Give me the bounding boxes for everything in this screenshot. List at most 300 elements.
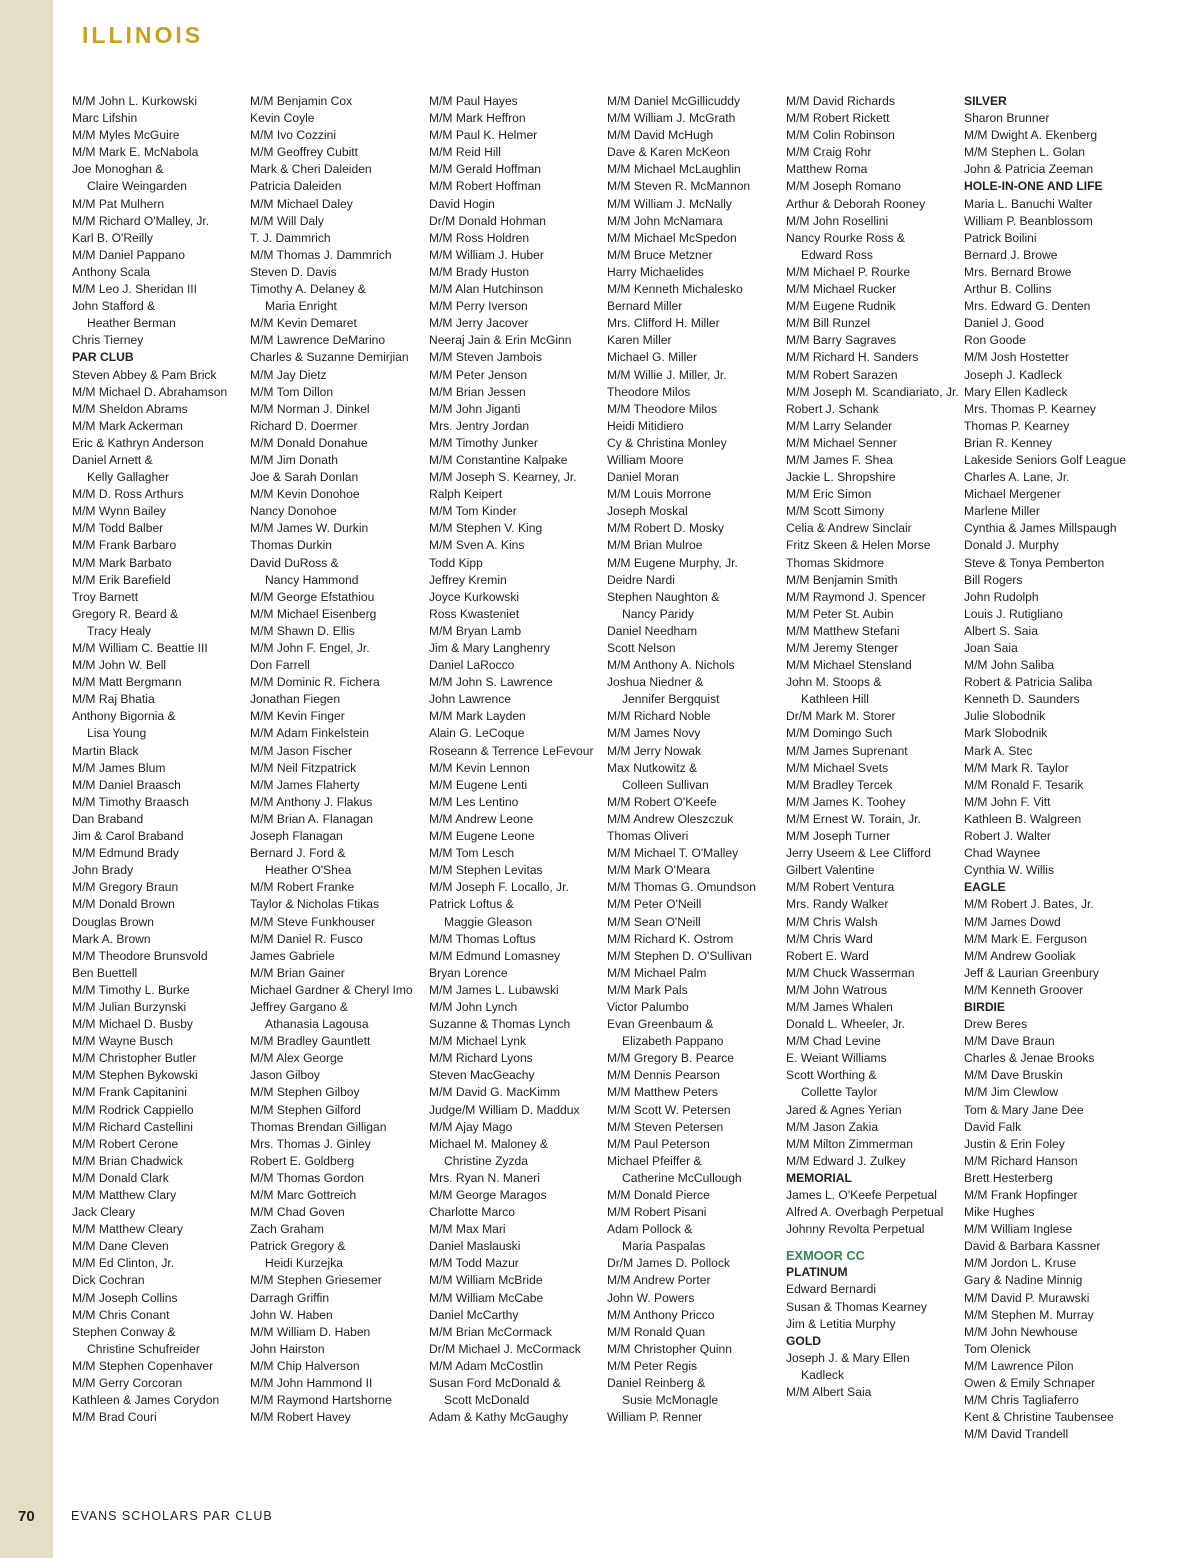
donor-name: Donald L. Wheeler, Jr. <box>786 1017 905 1032</box>
donor-name: M/M Christopher Butler <box>72 1051 197 1066</box>
donor-name: M/M Neil Fitzpatrick <box>250 760 357 775</box>
donor-name: Ralph Keipert <box>429 487 503 502</box>
donor-name: Robert E. Goldberg <box>250 1153 355 1168</box>
donor-name: M/M Michael Palm <box>607 965 707 980</box>
donor-name: M/M Michael Daley <box>250 196 353 211</box>
donor-name-continuation: Maria Enright <box>265 299 337 314</box>
donor-name: Mike Hughes <box>964 1205 1035 1220</box>
donor-name: M/M Max Mari <box>429 1222 506 1237</box>
donor-name: M/M Colin Robinson <box>786 128 895 143</box>
section-heading: GOLD <box>786 1333 821 1348</box>
donor-name: M/M Jason Fischer <box>250 743 353 758</box>
donor-name: M/M Albert Saia <box>786 1385 872 1400</box>
donor-name: M/M Daniel Pappano <box>72 247 185 262</box>
donor-name: Bernard J. Ford & <box>250 846 346 861</box>
donor-name: M/M Richard H. Sanders <box>786 350 919 365</box>
donor-name: M/M Barry Sagraves <box>786 333 897 348</box>
donor-name: Roseann & Terrence LeFevour <box>429 743 594 758</box>
donor-name: M/M David McHugh <box>607 128 714 143</box>
donor-name: Judge/M William D. Maddux <box>429 1102 580 1117</box>
donor-name: M/M Jerry Nowak <box>607 743 702 758</box>
donor-name: M/M Chris Tagliaferro <box>964 1393 1079 1408</box>
donor-name: Cynthia & James Millspaugh <box>964 521 1117 536</box>
donor-name: M/M John Newhouse <box>964 1324 1078 1339</box>
donor-name-continuation: Heather O'Shea <box>265 863 352 878</box>
donor-name: M/M James Whalen <box>786 999 893 1014</box>
donor-name: Brett Hesterberg <box>964 1170 1053 1185</box>
donor-name: Kenneth D. Saunders <box>964 692 1080 707</box>
donor-name: Joyce Kurkowski <box>429 589 520 604</box>
donor-name-continuation: Christine Schufreider <box>87 1341 200 1356</box>
donor-name: M/M Daniel R. Fusco <box>250 931 363 946</box>
donor-name: M/M Lawrence Pilon <box>964 1358 1074 1373</box>
donor-name: David Hogin <box>429 196 495 211</box>
page-title: ILLINOIS <box>82 22 204 48</box>
donor-name: M/M Marc Gottreich <box>250 1188 357 1202</box>
donor-name: M/M Kevin Donohoe <box>250 487 360 502</box>
donor-name: M/M Michael D. Busby <box>72 1017 193 1032</box>
donor-name: John & Patricia Zeeman <box>964 162 1094 177</box>
donor-name: Thomas Oliveri <box>607 829 689 844</box>
donor-name: M/M Milton Zimmerman <box>786 1136 913 1151</box>
donor-name: Gary & Nadine Minnig <box>964 1273 1083 1288</box>
donor-name: Cy & Christina Monley <box>607 435 727 450</box>
donor-name: James Gabriele <box>250 948 335 963</box>
donor-name: M/M Gerry Corcoran <box>72 1376 183 1391</box>
donor-name: M/M Ed Clinton, Jr. <box>72 1256 175 1271</box>
donor-name: Patricia Daleiden <box>250 179 342 194</box>
donor-name: Daniel J. Good <box>964 316 1044 331</box>
donor-name-continuation: Heather Berman <box>87 316 176 331</box>
donor-name: M/M Donald Brown <box>72 897 175 912</box>
donor-name: M/M Bryan Lamb <box>429 623 522 638</box>
donor-name: Heidi Mitidiero <box>607 418 684 433</box>
donor-name-continuation: Scott McDonald <box>444 1393 530 1408</box>
donor-name: M/M John F. Vitt <box>964 794 1051 809</box>
donor-name: M/M Jim Clewlow <box>964 1085 1059 1100</box>
donor-name: M/M Jordon L. Kruse <box>964 1256 1077 1271</box>
donor-name: Dave & Karen McKeon <box>607 145 731 160</box>
donor-name: M/M Tom Lesch <box>429 846 515 861</box>
donor-name: M/M Scott Simony <box>786 504 885 519</box>
donor-name: M/M Richard K. Ostrom <box>607 931 734 946</box>
donor-name: M/M Anthony J. Flakus <box>250 794 373 809</box>
donor-name: Michael Mergener <box>964 487 1061 502</box>
donor-name: M/M Todd Balber <box>72 521 164 536</box>
donor-name: Daniel Maslauski <box>429 1239 521 1254</box>
donor-name: M/M William C. Beattie III <box>72 641 208 655</box>
donor-name: M/M Timothy L. Burke <box>72 982 190 997</box>
donor-name: Todd Kipp <box>429 555 483 570</box>
donor-name: M/M Thomas G. Omundson <box>607 880 756 895</box>
donor-name: M/M William Inglese <box>964 1222 1073 1237</box>
donor-name: M/M Rodrick Cappiello <box>72 1102 194 1117</box>
donor-name: M/M Domingo Such <box>786 726 893 741</box>
donor-name: Thomas Durkin <box>250 538 332 553</box>
donor-name: M/M Daniel Braasch <box>72 777 181 792</box>
donor-name: Steve & Tonya Pemberton <box>964 555 1105 570</box>
donor-name: M/M Myles McGuire <box>72 128 180 143</box>
donor-name: M/M Frank Hopfinger <box>964 1188 1078 1202</box>
donor-name: M/M Robert D. Mosky <box>607 521 724 536</box>
donor-name: Jeff & Laurian Greenbury <box>964 965 1099 980</box>
donor-name: M/M Michael Senner <box>786 435 897 450</box>
donor-name: M/M Mark Pals <box>607 982 688 997</box>
donor-name: Joseph J. Kadleck <box>964 367 1063 382</box>
donor-name: M/M Jeremy Stenger <box>786 641 899 655</box>
donor-name-continuation: Athanasia Lagousa <box>265 1017 369 1032</box>
donor-name: Victor Palumbo <box>607 999 689 1014</box>
donor-name: John W. Powers <box>607 1290 695 1305</box>
donor-name: M/M Wayne Busch <box>72 1034 174 1049</box>
donor-name: M/M Richard Lyons <box>429 1051 533 1066</box>
donor-name: M/M Chris Ward <box>786 931 873 946</box>
donor-name: Mrs. Ryan N. Maneri <box>429 1170 540 1185</box>
page-number: 70 <box>18 1508 35 1525</box>
donor-name: M/M John W. Bell <box>72 658 167 673</box>
donor-name: Sharon Brunner <box>964 111 1050 126</box>
donor-name: M/M Robert Franke <box>250 880 355 895</box>
donor-name: M/M Brian Jessen <box>429 384 526 399</box>
donor-name: Don Farrell <box>250 658 310 673</box>
donor-name: Adam Pollock & <box>607 1222 693 1237</box>
donor-name: Jeffrey Gargano & <box>250 999 348 1014</box>
donor-name: Michael Pfeiffer & <box>607 1153 702 1168</box>
donor-name: Bryan Lorence <box>429 965 508 980</box>
donor-name: Ross Kwasteniet <box>429 606 520 621</box>
donor-name: M/M Joseph Turner <box>786 829 891 844</box>
donor-name: John Rudolph <box>964 589 1039 604</box>
section-heading: PAR CLUB <box>72 350 134 365</box>
donor-name: M/M David Richards <box>786 94 895 108</box>
donor-name: M/M James Flaherty <box>250 777 360 792</box>
donor-name: M/M Michael Svets <box>786 760 889 775</box>
donor-name: John W. Haben <box>250 1307 333 1322</box>
donor-name: M/M John Hammond II <box>250 1376 373 1391</box>
donor-name: Jeffrey Kremin <box>429 572 507 587</box>
donor-name: Dick Cochran <box>72 1273 145 1288</box>
donor-name: Steven D. Davis <box>250 264 337 279</box>
section-heading: MEMORIAL <box>786 1170 852 1185</box>
donor-name: M/M Jerry Jacover <box>429 316 529 331</box>
donor-name: David DuRoss & <box>250 555 339 570</box>
donor-name: M/M Jim Donath <box>250 452 339 467</box>
donor-name: M/M Mark O'Meara <box>607 863 711 878</box>
donor-name: M/M Frank Barbaro <box>72 538 177 553</box>
donor-name: M/M Joseph F. Locallo, Jr. <box>429 880 569 895</box>
donor-name: Charles & Jenae Brooks <box>964 1051 1095 1066</box>
donor-name: M/M Scott W. Petersen <box>607 1102 731 1117</box>
section-heading: PLATINUM <box>786 1265 848 1280</box>
donor-name: M/M Michael Lynk <box>429 1034 526 1049</box>
donor-name: M/M Kevin Demaret <box>250 316 357 331</box>
donor-name: Owen & Emily Schnaper <box>964 1376 1096 1391</box>
donor-name: M/M Brian A. Flanagan <box>250 811 374 826</box>
donor-name: M/M Reid Hill <box>429 145 501 160</box>
donor-name: Albert S. Saia <box>964 623 1038 638</box>
donor-name: Thomas P. Kearney <box>964 418 1070 433</box>
donor-name: Neeraj Jain & Erin McGinn <box>429 333 572 348</box>
donor-name: M/M Larry Selander <box>786 418 893 433</box>
donor-name: M/M Matthew Clary <box>72 1188 177 1202</box>
donor-name: M/M Tom Dillon <box>250 384 334 399</box>
donor-name: M/M Thomas Loftus <box>429 931 536 946</box>
donor-name: M/M Donald Donahue <box>250 435 368 450</box>
donor-name: M/M Ernest W. Torain, Jr. <box>786 811 921 826</box>
section-heading: EAGLE <box>964 880 1006 895</box>
donor-name: Daniel Reinberg & <box>607 1376 706 1391</box>
donor-name: M/M Eric Simon <box>786 487 872 502</box>
donor-name: Patrick Loftus & <box>429 897 514 912</box>
donor-name: Robert E. Ward <box>786 948 869 963</box>
donor-name: M/M Ross Holdren <box>429 230 530 245</box>
donor-name: Mark Slobodnik <box>964 726 1048 741</box>
donor-name: M/M Chris Walsh <box>786 914 878 929</box>
donor-name: Matthew Roma <box>786 162 868 177</box>
donor-name: M/M Michael Eisenberg <box>250 606 377 621</box>
donor-name: M/M William D. Haben <box>250 1324 371 1339</box>
donor-name: M/M Mark E. Ferguson <box>964 931 1087 946</box>
donor-name-continuation: Jennifer Bergquist <box>622 692 720 707</box>
donor-name: M/M Andrew Porter <box>607 1273 711 1288</box>
donor-name: Mrs. Thomas P. Kearney <box>964 401 1096 416</box>
donor-name: M/M Anthony A. Nichols <box>607 658 735 673</box>
donor-name: Mrs. Thomas J. Ginley <box>250 1136 371 1151</box>
donor-name: M/M Richard Noble <box>607 709 711 724</box>
donor-name: M/M David Trandell <box>964 1427 1069 1442</box>
donor-name: William P. Beanblossom <box>964 213 1093 228</box>
donor-name: M/M Michael Rucker <box>786 282 897 297</box>
donor-name: M/M James F. Shea <box>786 452 893 467</box>
donor-name: Tom Olenick <box>964 1341 1031 1356</box>
donor-name: Alain G. LeCoque <box>429 726 525 741</box>
donor-name: Robert J. Schank <box>786 401 879 416</box>
donor-name: M/M John Watrous <box>786 982 888 997</box>
donor-name: M/M James Blum <box>72 760 166 775</box>
donor-name: Tom & Mary Jane Dee <box>964 1102 1084 1117</box>
donor-name: M/M Todd Mazur <box>429 1256 519 1271</box>
donor-name: M/M Peter Regis <box>607 1358 698 1373</box>
donor-name: M/M Frank Capitanini <box>72 1085 187 1100</box>
donor-name: M/M Mark Layden <box>429 709 526 724</box>
donor-name: M/M Daniel McGillicuddy <box>607 94 741 108</box>
donor-column-2 <box>250 93 426 1426</box>
donor-name: Johnny Revolta Perpetual <box>786 1222 925 1237</box>
donor-name: Nancy Rourke Ross & <box>786 230 905 245</box>
donor-name: M/M Sean O'Neill <box>607 914 701 929</box>
donor-name: M/M Josh Hostetter <box>964 350 1069 365</box>
donor-name: M/M Willie J. Miller, Jr. <box>607 367 727 382</box>
donor-name: M/M Joseph Romano <box>786 179 901 194</box>
donor-name: M/M Tom Kinder <box>429 504 517 519</box>
donor-name: Arthur & Deborah Rooney <box>786 196 926 211</box>
donor-name: Mrs. Jentry Jordan <box>429 418 530 433</box>
donor-name: M/M Sheldon Abrams <box>72 401 188 416</box>
donor-name: Donald J. Murphy <box>964 538 1059 553</box>
donor-name: M/M Anthony Pricco <box>607 1307 715 1322</box>
donor-name: Dr/M Mark M. Storer <box>786 709 896 724</box>
donor-name: William Moore <box>607 452 684 467</box>
donor-name: M/M Erik Barefield <box>72 572 171 587</box>
donor-name: Edward Bernardi <box>786 1282 877 1297</box>
donor-name: M/M Mark E. McNabola <box>72 145 199 160</box>
donor-name: Suzanne & Thomas Lynch <box>429 1017 571 1032</box>
donor-name: M/M James W. Durkin <box>250 521 369 536</box>
donor-name: M/M Andrew Oleszczuk <box>607 811 734 826</box>
donor-name: M/M Robert J. Bates, Jr. <box>964 897 1094 912</box>
donor-name: Scott Worthing & <box>786 1068 877 1083</box>
donor-name: M/M Edward J. Zulkey <box>786 1153 906 1168</box>
donor-name: Michael G. Miller <box>607 350 698 365</box>
donor-name: M/M Michael McSpedon <box>607 230 737 245</box>
donor-name: M/M Alan Hutchinson <box>429 282 544 297</box>
donor-name: M/M Robert Havey <box>250 1410 351 1425</box>
donor-name: Daniel Arnett & <box>72 452 153 467</box>
donor-name: M/M Richard Castellini <box>72 1119 193 1134</box>
donor-name: Jim & Mary Langhenry <box>429 641 550 655</box>
donor-name: Brian R. Kenney <box>964 435 1053 450</box>
donor-name: M/M Brian Mulroe <box>607 538 703 553</box>
donor-name: Jackie L. Shropshire <box>786 470 896 485</box>
donor-name: William P. Renner <box>607 1410 703 1425</box>
donor-name: M/M Leo J. Sheridan III <box>72 282 198 297</box>
donor-name: Daniel McCarthy <box>429 1307 519 1322</box>
donor-column-5 <box>786 93 962 1401</box>
donor-name: M/M Matthew Cleary <box>72 1222 183 1237</box>
donor-name: M/M Stephen Gilboy <box>250 1085 360 1100</box>
donor-name: M/M Wynn Bailey <box>72 504 166 519</box>
donor-name: Dan Braband <box>72 811 144 826</box>
donor-name: M/M John F. Engel, Jr. <box>250 641 370 655</box>
donor-name: M/M Constantine Kalpake <box>429 452 568 467</box>
donor-name: Susan Ford McDonald & <box>429 1376 561 1391</box>
donor-name: M/M John Rosellini <box>786 213 889 228</box>
donor-name: M/M Steven Jambois <box>429 350 542 365</box>
donor-name: M/M Jason Zakia <box>786 1119 879 1134</box>
donor-name: Jim & Carol Braband <box>72 829 184 844</box>
donor-name: M/M Brian Gainer <box>250 965 345 980</box>
donor-name: M/M William McCabe <box>429 1290 544 1305</box>
donor-name: M/M David P. Murawski <box>964 1290 1090 1305</box>
donor-name-continuation: Collette Taylor <box>801 1085 878 1100</box>
donor-name: M/M Les Lentino <box>429 794 519 809</box>
donor-name: M/M Sven A. Kins <box>429 538 525 553</box>
donor-name: Zach Graham <box>250 1222 324 1237</box>
donor-name: Theodore Milos <box>607 384 691 399</box>
donor-name: M/M Steven Petersen <box>607 1119 724 1134</box>
donor-name: M/M Peter O'Neill <box>607 897 702 912</box>
donor-name: Joe Monoghan & <box>72 162 164 177</box>
donor-name: Mrs. Bernard Browe <box>964 264 1072 279</box>
donor-name: M/M Richard Hanson <box>964 1153 1078 1168</box>
donor-name: Cynthia W. Willis <box>964 863 1055 878</box>
donor-name: Karen Miller <box>607 333 672 348</box>
donor-name: Nancy Donohoe <box>250 504 337 519</box>
donor-name: M/M Robert Pisani <box>607 1205 707 1220</box>
donor-name: M/M John S. Lawrence <box>429 675 553 690</box>
donor-name: M/M William J. Huber <box>429 247 544 262</box>
donor-name: Deidre Nardi <box>607 572 675 587</box>
donor-name: Anthony Scala <box>72 264 150 279</box>
donor-name: Mark A. Stec <box>964 743 1033 758</box>
donor-name: Thomas Brendan Gilligan <box>250 1119 387 1134</box>
donor-name-continuation: Kelly Gallagher <box>87 470 170 485</box>
donor-name: M/M Chad Goven <box>250 1205 345 1220</box>
donor-name: Joseph Moskal <box>607 504 688 519</box>
donor-name: Gregory R. Beard & <box>72 606 179 621</box>
donor-name: M/M Mark Ackerman <box>72 418 183 433</box>
donor-name: Steven Abbey & Pam Brick <box>72 367 217 382</box>
donor-name-continuation: Christine Zyzda <box>444 1153 529 1168</box>
donor-name-continuation: Colleen Sullivan <box>622 777 709 792</box>
donor-name: M/M Christopher Quinn <box>607 1341 733 1356</box>
donor-name-continuation: Nancy Paridy <box>622 606 694 621</box>
donor-name: M/M Stephen Bykowski <box>72 1068 198 1083</box>
donor-name: Timothy A. Delaney & <box>250 282 366 297</box>
donor-name: M/M John McNamara <box>607 213 723 228</box>
donor-name: M/M Joseph M. Scandiariato, Jr. <box>786 384 959 399</box>
donor-name: M/M Mark R. Taylor <box>964 760 1069 775</box>
donor-name: M/M Brady Huston <box>429 264 530 279</box>
donor-name: Kevin Coyle <box>250 111 315 126</box>
donor-name: M/M Mark Heffron <box>429 111 526 126</box>
donor-name: M/M Theodore Milos <box>607 401 718 416</box>
donor-name: Jason Gilboy <box>250 1068 320 1083</box>
donor-name: Jim & Letitia Murphy <box>786 1316 896 1331</box>
donor-name: Jack Cleary <box>72 1205 136 1220</box>
donor-name: M/M Donald Pierce <box>607 1188 710 1202</box>
donor-name: M/M Andrew Leone <box>429 811 534 826</box>
donor-name: David & Barbara Kassner <box>964 1239 1101 1254</box>
donor-name: Adam & Kathy McGaughy <box>429 1410 569 1425</box>
donor-name: M/M Robert Hoffman <box>429 179 542 194</box>
donor-name: M/M Bradley Gauntlett <box>250 1034 371 1049</box>
donor-name: M/M Eugene Lenti <box>429 777 528 792</box>
donor-name: M/M Matthew Peters <box>607 1085 718 1100</box>
donor-name: M/M Brian Chadwick <box>72 1153 183 1168</box>
donor-name: Evan Greenbaum & <box>607 1017 714 1032</box>
donor-name: Charles A. Lane, Jr. <box>964 470 1070 485</box>
donor-name: Mrs. Clifford H. Miller <box>607 316 720 331</box>
donor-name: T. J. Dammrich <box>250 230 331 245</box>
donor-name: Anthony Bigornia & <box>72 709 176 724</box>
donor-name: Julie Slobodnik <box>964 709 1046 724</box>
donor-name: M/M Bruce Metzner <box>607 247 713 262</box>
donor-name: M/M Chuck Wasserman <box>786 965 915 980</box>
donor-name: M/M Lawrence DeMarino <box>250 333 386 348</box>
donor-name: Daniel Needham <box>607 623 698 638</box>
donor-name: Joseph J. & Mary Ellen <box>786 1350 910 1365</box>
donor-name: E. Weiant Williams <box>786 1051 887 1066</box>
donor-name: M/M Julian Burzynski <box>72 999 187 1014</box>
donor-name: John M. Stoops & <box>786 675 882 690</box>
donor-name: Dr/M Michael J. McCormack <box>429 1341 581 1356</box>
donor-name: M/M Dave Bruskin <box>964 1068 1063 1083</box>
donor-name: Mark A. Brown <box>72 931 151 946</box>
donor-name: John Hairston <box>250 1341 325 1356</box>
donor-name: M/M Stephen Griesemer <box>250 1273 382 1288</box>
donor-name: M/M Paul Peterson <box>607 1136 710 1151</box>
donor-name: M/M Stephen D. O'Sullivan <box>607 948 752 963</box>
side-band <box>0 0 53 1558</box>
donor-name: Jonathan Fiegen <box>250 692 341 707</box>
donor-name: M/M Stephen Copenhaver <box>72 1358 214 1373</box>
donor-name: Harry Michaelides <box>607 264 704 279</box>
donor-name: M/M James K. Toohey <box>786 794 906 809</box>
donor-name: M/M George Maragos <box>429 1188 547 1202</box>
donor-name: M/M Norman J. Dinkel <box>250 401 370 416</box>
donor-name: M/M Joseph S. Kearney, Jr. <box>429 470 577 485</box>
